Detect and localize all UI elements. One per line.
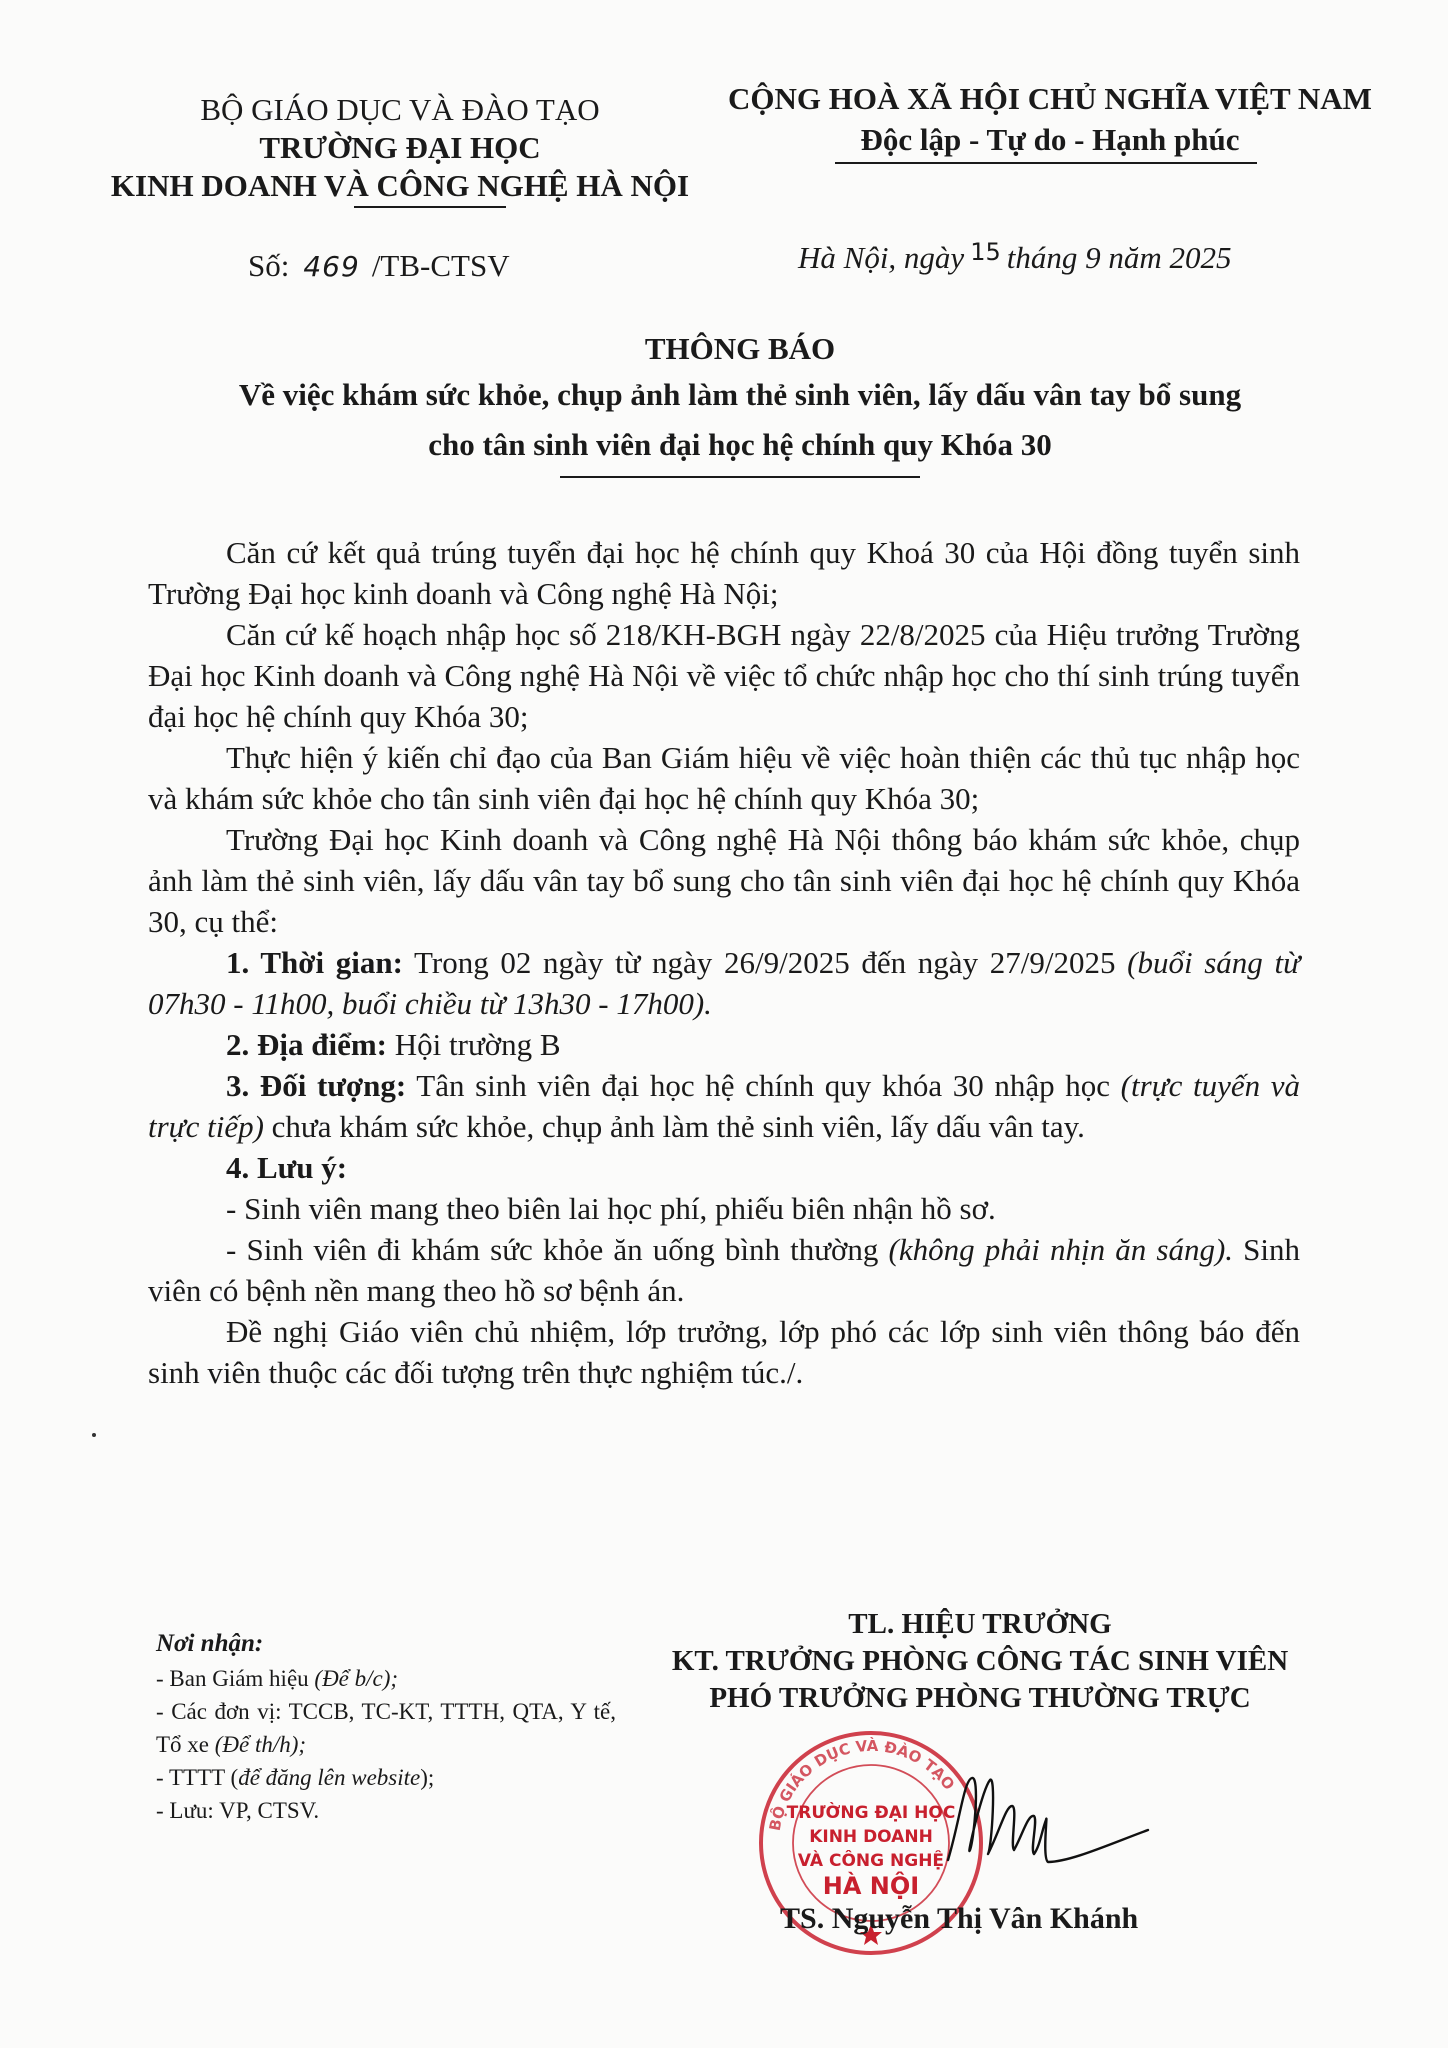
item-text: Tân sinh viên đại học hệ chính quy khóa 30 nhập học <box>416 1068 1111 1103</box>
recipient-tail: ); <box>420 1765 435 1790</box>
title-underline <box>560 476 920 478</box>
notes-label-text: 4. Lưu ý: <box>226 1150 348 1185</box>
stamp-line3: VÀ CÔNG NGHỆ <box>797 1851 945 1871</box>
item-label: 2. Địa điểm: <box>226 1027 388 1062</box>
notice-heading: THÔNG BÁO <box>644 331 836 366</box>
item-audience <box>148 1065 1300 1147</box>
notice-subject-line2: cho tân sinh viên đại học hệ chính quy Khóa 30 <box>428 427 1052 462</box>
item-label: 1. Thời gian: <box>226 945 403 980</box>
number-suffix: /TB-CTSV <box>371 248 510 283</box>
stamp-ring-text: BỘ GIÁO DỤC VÀ ĐÀO TẠO <box>765 1736 959 1833</box>
recipients-heading: Nơi nhận: <box>156 1630 264 1657</box>
item-label: 3. Đối tượng: <box>226 1068 407 1103</box>
national-motto: Độc lập - Tự do - Hạnh phúc <box>860 122 1240 157</box>
date-line <box>798 240 1231 276</box>
stamp-line2: KINH DOANH <box>809 1827 933 1847</box>
header-left-underline <box>354 206 506 208</box>
handwritten-day: 15 <box>970 238 1001 266</box>
school-name-line2: KINH DOANH VÀ CÔNG NGHỆ HÀ NỘI <box>110 168 690 203</box>
item-time <box>148 942 1300 1024</box>
recipient-italic: (Để b/c); <box>314 1666 399 1691</box>
ministry-name: BỘ GIÁO DỤC VÀ ĐÀO TẠO <box>200 92 600 127</box>
item-text: Trong 02 ngày từ ngày 26/9/2025 đến ngày 27/9/2025 <box>414 945 1116 980</box>
notice-body <box>148 532 1300 1393</box>
motto-underline <box>835 162 1257 164</box>
date-suffix: tháng 9 năm 2025 <box>1006 240 1232 275</box>
item-note: (buổi sáng từ 07h30 - 11h00, buổi chiều từ 13h30 - 17h00). <box>148 945 1301 1021</box>
recipient-text: - TTTT ( <box>156 1765 239 1790</box>
issuing-authority <box>80 90 720 208</box>
paragraph-announcement: Trường Đại học Kinh doanh và Công nghệ Hà Nội thông báo khám sức khỏe, chụp ảnh làm thẻ sinh viên, lấy dấu vân tay bổ sung cho tân sinh viên đại học hệ chính quy Khóa 30, cụ thể: <box>148 822 1300 939</box>
recipient-row <box>156 1662 616 1695</box>
signer-authority: TL. HIỆU TRƯỞNG <box>848 1608 1112 1640</box>
recipient-italic: (Để th/h); <box>214 1732 307 1757</box>
handwritten-number: 469 <box>303 250 360 283</box>
paragraph-basis-2: Căn cứ kế hoạch nhập học số 218/KH-BGH ngày 22/8/2025 của Hiệu trưởng Trường Đại học Kinh doanh và Công nghệ Hà Nội về việc tổ chức nhập học cho thí sinh trúng tuyển đại học hệ chính quy Khóa 30; <box>148 617 1300 734</box>
paragraph-basis-1: Căn cứ kết quả trúng tuyển đại học hệ chính quy Khoá 30 của Hội đồng tuyển sinh Trường Đại học kinh doanh và Công nghệ Hà Nội; <box>148 535 1300 611</box>
signer-name: TS. Nguyễn Thị Vân Khánh <box>780 1902 1139 1935</box>
notice-title-block <box>170 328 1310 478</box>
signature-titles <box>620 1606 1340 1717</box>
note-2-after: Sinh viên có bệnh nền mang theo hồ sơ bệnh án. <box>148 1232 1301 1308</box>
date-prefix: Hà Nội, ngày <box>798 240 965 275</box>
recipient-italic: để đăng lên website <box>238 1765 421 1790</box>
item-note: (trực tuyến và trực tiếp) <box>148 1068 1300 1144</box>
recipients-block <box>156 1626 616 1827</box>
recipient-text: - Các đơn vị: TCCB, TC-KT, TTTH, QTA, Y tế, Tổ xe <box>156 1699 616 1757</box>
school-name-line1: TRƯỜNG ĐẠI HỌC <box>259 130 541 165</box>
recipient-row <box>156 1761 616 1794</box>
paragraph-directive: Thực hiện ý kiến chỉ đạo của Ban Giám hiệu về việc hoàn thiện các thủ tục nhập học và khám sức khỏe cho tân sinh viên đại học hệ chính quy Khóa 30; <box>148 740 1300 816</box>
note-2-text: - Sinh viên đi khám sức khỏe ăn uống bình thường <box>226 1232 879 1267</box>
notes-label <box>148 1147 1300 1188</box>
recipient-text: - Ban Giám hiệu <box>156 1666 315 1691</box>
note-2 <box>148 1229 1300 1311</box>
recipient-text: - Lưu: VP, CTSV. <box>156 1798 320 1823</box>
item-after: chưa khám sức khỏe, chụp ảnh làm thẻ sinh viên, lấy dấu vân tay. <box>271 1109 1085 1144</box>
notice-subject-line1: Về việc khám sức khỏe, chụp ảnh làm thẻ sinh viên, lấy dấu vân tay bổ sung <box>238 377 1242 412</box>
item-location <box>148 1024 1300 1065</box>
item-text: Hội trường B <box>394 1027 561 1062</box>
signer-position: PHÓ TRƯỞNG PHÒNG THƯỜNG TRỰC <box>709 1682 1251 1714</box>
document-number <box>248 248 510 284</box>
closing-request: Đề nghị Giáo viên chủ nhiệm, lớp trưởng, lớp phó các lớp sinh viên thông báo đến sinh viên thuộc các đối tượng trên thực nghiệm túc./. <box>148 1314 1300 1390</box>
recipient-row <box>156 1794 616 1827</box>
handwritten-signature-icon <box>930 1750 1150 1890</box>
number-prefix: Số: <box>248 248 290 283</box>
stamp-line1: TRƯỜNG ĐẠI HỌC <box>786 1803 956 1823</box>
scan-speck <box>92 1433 96 1437</box>
national-header <box>700 78 1400 164</box>
note-1: - Sinh viên mang theo biên lai học phí, phiếu biên nhận hồ sơ. <box>226 1191 996 1226</box>
stamp-line4: HÀ NỘI <box>822 1872 920 1900</box>
recipient-row <box>156 1695 616 1761</box>
note-2-italic: (không phải nhịn ăn sáng). <box>888 1232 1234 1267</box>
nation-name: CỘNG HOÀ XÃ HỘI CHỦ NGHĨA VIỆT NAM <box>728 81 1372 116</box>
signer-department: KT. TRƯỞNG PHÒNG CÔNG TÁC SINH VIÊN <box>671 1645 1289 1677</box>
